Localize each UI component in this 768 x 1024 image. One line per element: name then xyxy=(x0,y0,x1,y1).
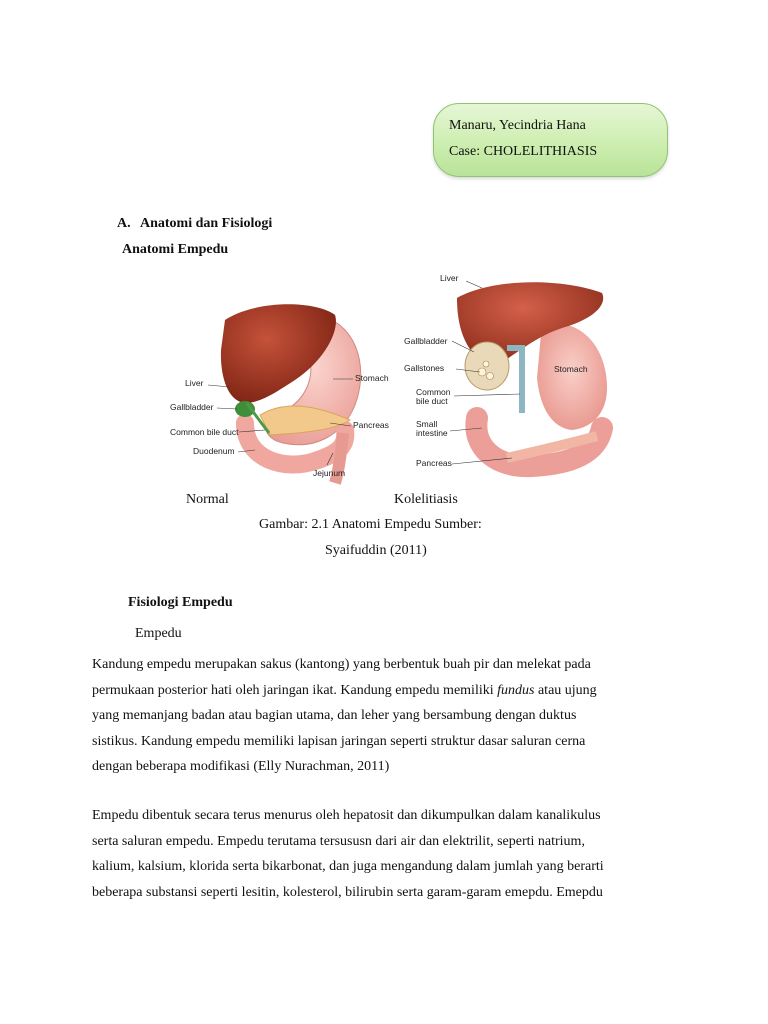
paragraph-2-line: Empedu dibentuk secara terus menurus oleh hepatosit dan dikumpulkan dalam kanalikulus xyxy=(92,808,601,823)
paragraph-1-line: yang memanjang badan atau bagian utama, dan leher yang bersambung dengan duktus xyxy=(92,708,577,723)
paragraph-2 xyxy=(92,803,692,905)
label-common-bile-duct-1: Common xyxy=(416,387,451,397)
figure-caption-line1: Gambar: 2.1 Anatomi Empedu Sumber: xyxy=(259,517,482,532)
section-marker: A. xyxy=(117,216,131,231)
label-gallbladder: Gallbladder xyxy=(170,402,214,412)
paragraph-1-line: sistikus. Kandung empedu memiliki lapisan jaringan seperti struktur dasar saluran cerna xyxy=(92,733,586,749)
label-gallstones: Gallstones xyxy=(404,363,445,373)
normal-anatomy-illustration xyxy=(165,275,405,485)
bile-duct-shape-right xyxy=(507,348,522,413)
label-duodenum: Duodenum xyxy=(193,446,235,456)
cholelithiasis-illustration xyxy=(404,268,612,483)
section-title: Anatomi dan Fisiologi xyxy=(140,216,273,231)
author-case-box xyxy=(433,103,668,177)
caption-normal: Normal xyxy=(186,492,229,507)
paragraph-1-line: permukaan posterior hati oleh jaringan ikat. Kandung empedu memiliki fundus atau ujung xyxy=(92,682,597,698)
paragraph-1 xyxy=(92,652,692,780)
author-name: Manaru, Yecindria Hana xyxy=(449,118,586,133)
label-pancreas-right: Pancreas xyxy=(416,458,452,468)
paragraph-2-line: beberapa substansi seperti lesitin, kolesterol, bilirubin serta garam-garam emepdu. Emepdu xyxy=(92,884,603,900)
label-common-bile-duct-2: bile duct xyxy=(416,396,448,406)
case-title: Case: CHOLELITHIASIS xyxy=(449,144,598,159)
label-gallbladder-right: Gallbladder xyxy=(404,336,448,346)
label-pancreas: Pancreas xyxy=(353,420,389,430)
label-small-intestine-1: Small xyxy=(416,419,438,429)
section-subtitle: Anatomi Empedu xyxy=(122,242,229,257)
caption-kolelitiasis: Kolelitiasis xyxy=(394,492,458,507)
label-common-bile-duct: Common bile duct xyxy=(170,427,239,437)
label-liver: Liver xyxy=(185,378,204,388)
stomach-shape-right xyxy=(537,323,607,430)
label-stomach: Stomach xyxy=(355,373,389,383)
label-liver-right: Liver xyxy=(440,273,459,283)
paragraph-1-line: Kandung empedu merupakan sakus (kantong) yang berbentuk buah pir dan melekat pada xyxy=(92,657,591,672)
label-jejunum: Jejunum xyxy=(313,468,346,478)
fisiologi-subtitle: Empedu xyxy=(135,626,182,641)
fisiologi-title: Fisiologi Empedu xyxy=(128,595,233,610)
paragraph-1-line: dengan beberapa modifikasi (Elly Nurachman, 2011) xyxy=(92,759,390,774)
label-small-intestine-2: intestine xyxy=(416,428,448,438)
paragraph-2-line: serta saluran empedu. Empedu terutama tersususn dari air dan elektrilit, seperti natrium, xyxy=(92,833,585,849)
italic-term: fundus xyxy=(497,682,535,698)
paragraph-2-line: kalium, kalsium, klorida serta bikarbonat, dan juga mengandung dalam jumlah yang berarti xyxy=(92,859,604,874)
figure-caption-line2: Syaifuddin (2011) xyxy=(325,543,427,558)
label-stomach-right: Stomach xyxy=(554,364,588,374)
